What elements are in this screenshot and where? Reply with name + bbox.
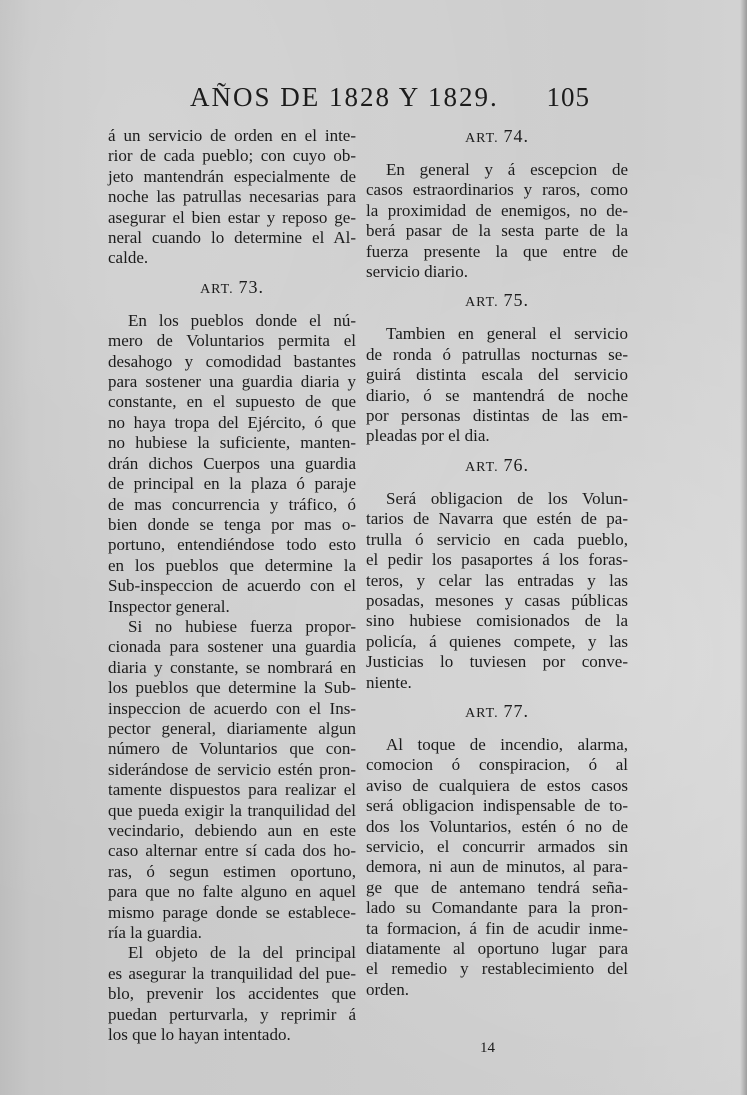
- article-73-paragraph-3: [108, 943, 356, 1045]
- text-line: drán dichos Cuerpos una guardia: [108, 453, 356, 473]
- text-line: Será obligacion de los Volun-: [386, 488, 628, 508]
- left-column: [108, 126, 356, 1045]
- text-line: Inspector general.: [108, 596, 230, 616]
- text-line: aviso de cualquiera de estos casos: [366, 775, 628, 795]
- text-line: En los pueblos donde el nú-: [128, 310, 356, 330]
- text-line: el pedir los pasaportes á los foras-: [366, 550, 628, 570]
- text-line: es asegurar la tranquilidad del pue-: [108, 963, 356, 983]
- article-number: 77.: [503, 700, 529, 721]
- text-line: en los pueblos que determine la: [108, 555, 356, 575]
- text-line: vecindario, debiendo aun en este: [108, 821, 356, 840]
- article-number: 74.: [503, 126, 529, 146]
- text-line: servicio diario.: [366, 262, 468, 282]
- text-line: de ronda ó patrullas nocturnas se-: [366, 344, 628, 364]
- text-line: portuno, entendiéndose todo esto: [108, 535, 356, 555]
- text-line: número de Voluntarios que con-: [108, 739, 356, 759]
- running-head: [190, 82, 590, 113]
- text-line: Sub-inspeccion de acuerdo con el: [108, 576, 356, 596]
- text-line: Justicias lo tuviesen por conve-: [366, 652, 628, 672]
- text-line: por personas distintas de las em-: [366, 406, 628, 426]
- text-line: puedan perturvarla, y reprimir á: [108, 1004, 356, 1024]
- text-line: fuerza presente la que entre de: [366, 241, 628, 261]
- article-76-paragraph: [366, 489, 628, 693]
- text-line: Tambien en general el servicio: [386, 324, 628, 344]
- text-line: Al toque de incendio, alarma,: [386, 734, 628, 754]
- article-75-paragraph: [366, 324, 628, 446]
- text-line: bien donde se tenga por mas o-: [108, 514, 356, 534]
- signature-mark: 14: [480, 1040, 495, 1056]
- text-line: En general y á escepcion de: [386, 160, 628, 179]
- text-line: sino hubiese comisionados de la: [366, 611, 628, 631]
- text-line: asegurar el bien estar y reposo ge-: [108, 207, 356, 227]
- text-line: guirá distinta escala del servicio: [366, 365, 628, 385]
- text-line: ge que de antemano tendrá seña-: [366, 877, 628, 897]
- text-line: diatamente al oportuno lugar para: [366, 939, 628, 958]
- article-heading-77: [366, 701, 628, 721]
- article-number: 73.: [238, 276, 264, 297]
- text-line: caso alternar entre sí cada dos ho-: [108, 841, 356, 861]
- text-line: demora, ni aun de minutos, al para-: [366, 857, 628, 877]
- running-title: AÑOS DE 1828 Y 1829.: [190, 82, 499, 112]
- text-line: diaria y constante, se nombrará en: [108, 657, 356, 677]
- text-line: mero de Voluntarios permita el: [108, 331, 356, 351]
- text-line: rior de cada pueblo; con cuyo ob-: [108, 146, 356, 166]
- text-line: será obligacion indispensable de to-: [366, 796, 628, 816]
- text-line: ría la guardia.: [108, 923, 202, 943]
- text-line: policía, á quienes compete, y las: [366, 631, 628, 651]
- article-label: ART.: [465, 459, 499, 475]
- text-line: desahogo y comodidad bastantes: [108, 351, 356, 371]
- text-line: servicio, el concurrir armados sin: [366, 836, 628, 856]
- article-number: 75.: [503, 290, 529, 311]
- text-line: á un servicio de orden en el inte-: [108, 126, 356, 145]
- article-label: ART.: [465, 131, 499, 146]
- text-line: ta formacion, á fin de acudir inme-: [366, 918, 628, 938]
- right-column: [366, 126, 628, 1000]
- text-line: noche las patrullas necesarias para: [108, 187, 356, 207]
- text-line: inspeccion de acuerdo con el Ins-: [108, 698, 356, 718]
- article-number: 76.: [503, 454, 529, 475]
- text-line: berá pasar de la sesta parte de la: [366, 221, 628, 241]
- text-line: el remedio y restablecimiento del: [366, 959, 628, 979]
- text-line: siderándose de servicio estén pron-: [108, 759, 356, 779]
- text-line: constante, en el supuesto de que: [108, 392, 356, 412]
- text-line: pector general, diariamente algun: [108, 718, 356, 738]
- text-line: mismo parage donde se establece-: [108, 902, 356, 922]
- text-line: El objeto de la del principal: [128, 943, 356, 963]
- text-line: de mas concurrencia y tráfico, ó: [108, 494, 356, 514]
- article-74-paragraph: [366, 160, 628, 282]
- text-line: dos los Voluntarios, estén ó no de: [366, 816, 628, 836]
- text-line: neral cuando lo determine el Al-: [108, 228, 356, 248]
- article-73-paragraph-2: [108, 617, 356, 944]
- page-number: 105: [546, 82, 590, 112]
- text-line: ras, ó segun estimen oportuno,: [108, 861, 356, 881]
- text-line: la proximidad de enemigos, no de-: [366, 200, 628, 220]
- text-line: casos estraordinarios y raros, como: [366, 180, 628, 200]
- text-line: posadas, mesones y casas públicas: [366, 590, 628, 610]
- text-line: orden.: [366, 979, 409, 999]
- article-heading-75: [366, 290, 628, 310]
- text-line: pleadas por el dia.: [366, 426, 490, 446]
- article-heading-74: [366, 126, 628, 146]
- text-line: no hubiese la suficiente, manten-: [108, 433, 356, 453]
- text-line: de principal en la plaza ó paraje: [108, 474, 356, 494]
- article-77-paragraph: [366, 735, 628, 1000]
- text-line: los que lo hayan intentado.: [108, 1025, 291, 1045]
- text-line: no haya tropa del Ejército, ó que: [108, 412, 356, 432]
- text-line: tamente dispuestos para realizar el: [108, 780, 356, 800]
- text-line: comocion ó conspiracion, ó al: [366, 755, 628, 775]
- text-line: teros, y celar las entradas y las: [366, 570, 628, 590]
- text-line: trulla ó servicio en cada pueblo,: [366, 529, 628, 549]
- text-line: que pueda exigir la tranquilidad del: [108, 800, 356, 820]
- article-heading-73: [108, 277, 356, 297]
- text-line: Si no hubiese fuerza propor-: [128, 616, 356, 636]
- text-line: para que no falte alguno en aquel: [108, 882, 356, 902]
- text-line: cionada para sostener una guardia: [108, 637, 356, 657]
- article-label: ART.: [200, 281, 234, 297]
- text-line: para sostener una guardia diaria y: [108, 372, 356, 392]
- text-line: los pueblos que determine la Sub-: [108, 678, 356, 698]
- text-line: niente.: [366, 672, 412, 692]
- text-line: lado su Comandante para la pron-: [366, 898, 628, 918]
- text-line: calde.: [108, 248, 149, 268]
- text-line: tarios de Navarra que estén de pa-: [366, 509, 628, 529]
- text-line: diario, ó se mantendrá de noche: [366, 385, 628, 405]
- text-line: blo, prevenir los accidentes que: [108, 984, 356, 1004]
- article-label: ART.: [465, 295, 499, 311]
- article-heading-76: [366, 455, 628, 475]
- article-73-paragraph-1: [108, 311, 356, 617]
- text-line: jeto mantendrán especialmente de: [108, 166, 356, 186]
- article-label: ART.: [465, 705, 499, 721]
- continuation-paragraph: [108, 126, 356, 269]
